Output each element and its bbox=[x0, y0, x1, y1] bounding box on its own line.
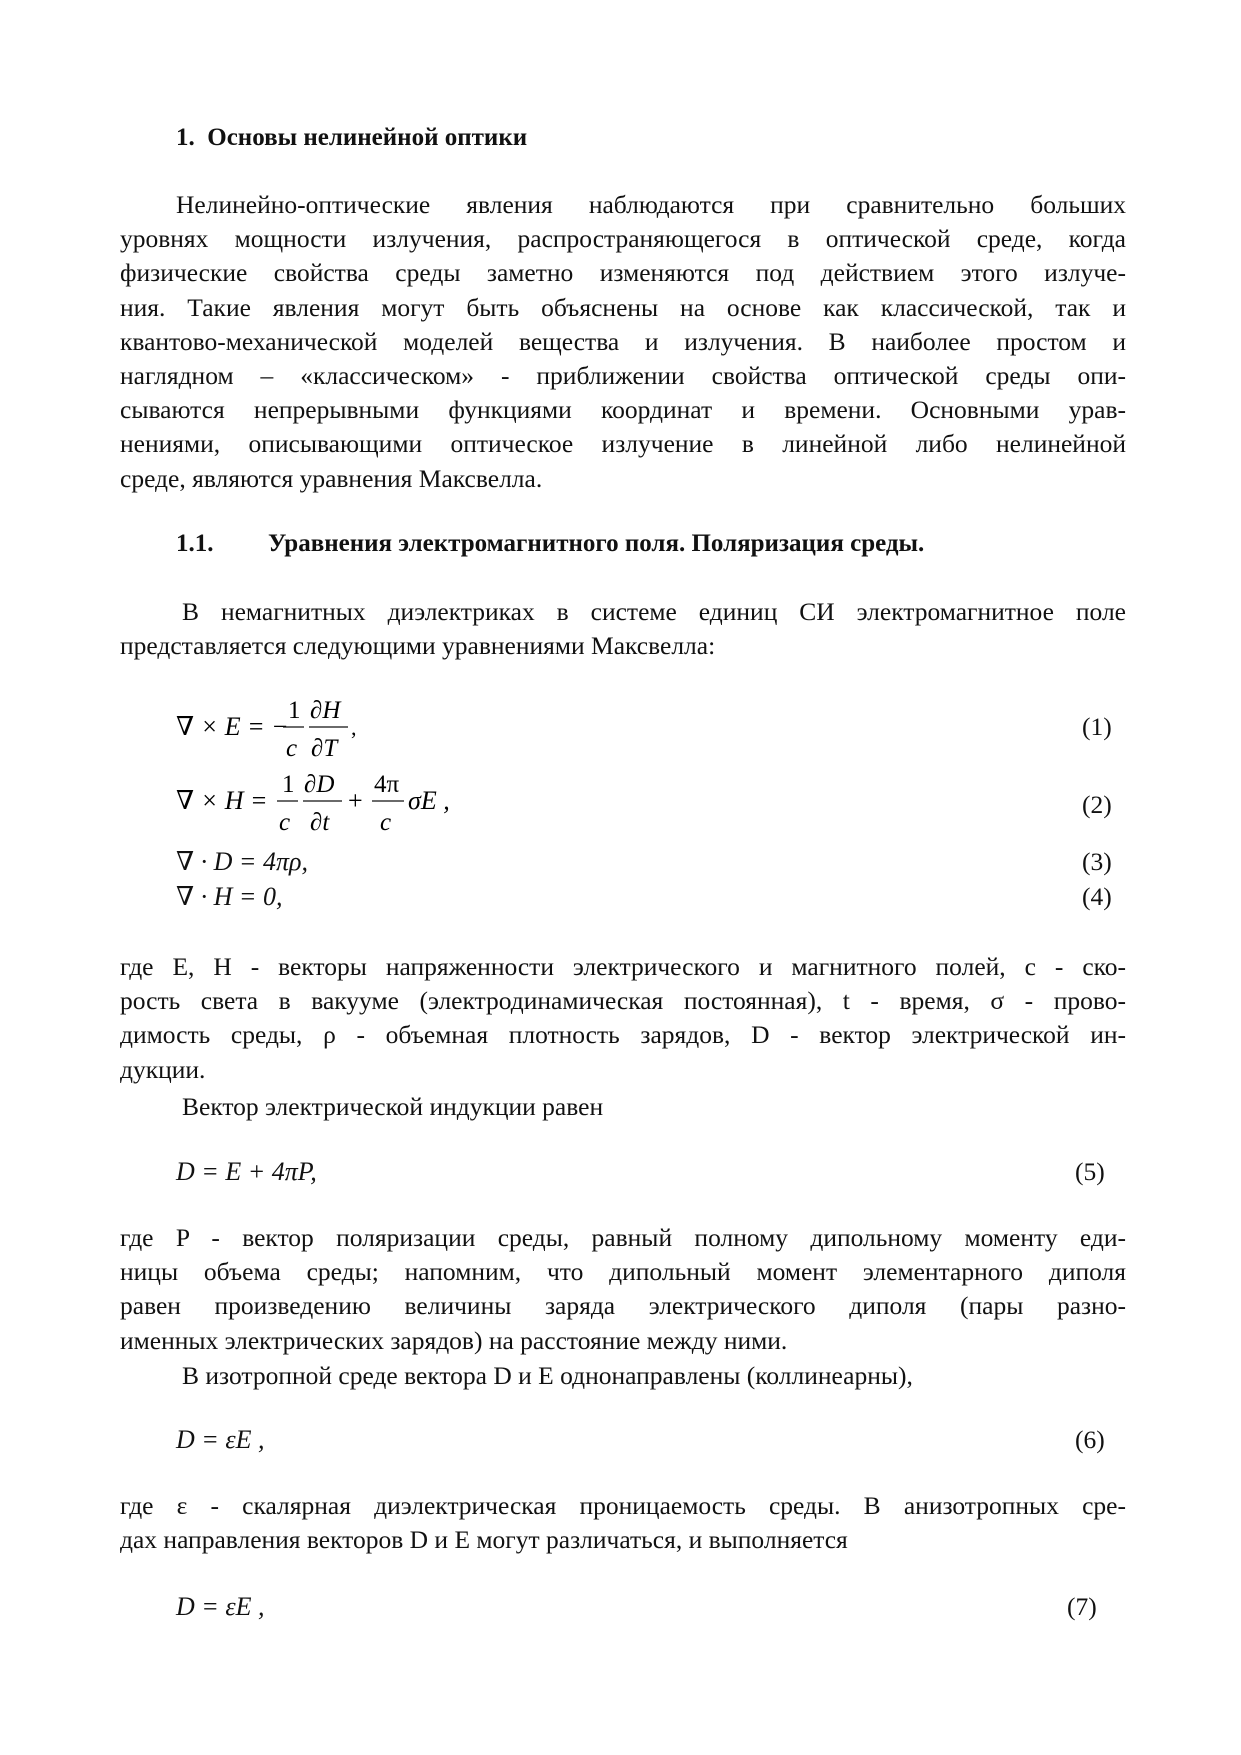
eq2-tail: σE , bbox=[408, 786, 450, 815]
text-line: где ε - скалярная диэлектрическая проницаемость среды. В анизотропных сре- bbox=[120, 1491, 1126, 1520]
equation-7-label: (7) bbox=[1067, 1592, 1097, 1621]
subsection-title: Уравнения электромагнитного поля. Поляризация среды. bbox=[268, 530, 925, 557]
eq1-den: c bbox=[286, 735, 298, 762]
eq1-den2: ∂T bbox=[311, 735, 338, 762]
text-line: димость среды, ρ - объемная плотность зарядов, D - вектор электрической ин- bbox=[120, 1020, 1126, 1050]
eq2-num2: ∂D bbox=[304, 771, 335, 798]
intro-paragraph bbox=[120, 188, 1126, 496]
section-title: Основы нелинейной оптики bbox=[207, 124, 528, 151]
eq1-num2: ∂H bbox=[310, 697, 341, 724]
where-paragraph-3 bbox=[120, 1489, 1126, 1557]
subsection-number: 1.1. bbox=[176, 530, 214, 557]
equation-6-label: (6) bbox=[1075, 1425, 1105, 1454]
isotropic-paragraph bbox=[120, 1359, 1126, 1393]
text-line: В изотропной среде вектора D и E однонаправлены (коллинеарны), bbox=[182, 1361, 913, 1390]
text-line: именных электрических зарядов) на расстояние между ними. bbox=[120, 1325, 788, 1355]
text-line: равен произведению величины заряда электрического диполя (пары разно- bbox=[120, 1291, 1126, 1321]
text-line: Нелинейно-оптические явления наблюдаются при сравнительно больших bbox=[176, 190, 1126, 219]
equation-1-label: (1) bbox=[1082, 712, 1112, 741]
where-paragraph-1 bbox=[120, 950, 1126, 1087]
eq2-num3: 4π bbox=[374, 771, 400, 798]
equation-1 bbox=[176, 690, 436, 770]
eq2-num: 1 bbox=[282, 771, 295, 798]
equation-3: ∇ · D = 4πρ, bbox=[176, 847, 308, 876]
text-line: квантово-механической моделей вещества и излучения. В наиболее простом и bbox=[120, 326, 1126, 356]
text-line: где E, H - векторы напряженности электрического и магнитного полей, c - ско- bbox=[120, 952, 1126, 981]
where-paragraph-2 bbox=[120, 1221, 1126, 1358]
text-line: дах направления векторов D и E могут различаться, и выполняется bbox=[120, 1525, 848, 1555]
eq1-tail: , bbox=[351, 715, 357, 740]
text-line: уровнях мощности излучения, распространяющегося в оптической среде, когда bbox=[120, 224, 1126, 254]
text-line: представляется следующими уравнениями Максвелла: bbox=[120, 631, 716, 661]
eq1-lhs: ∇ × E = − bbox=[176, 712, 289, 741]
text-line: нениями, описывающими оптическое излучение в линейной либо нелинейной bbox=[120, 429, 1126, 459]
text-line: ницы объема среды; напомним, что дипольный момент элементарного диполя bbox=[120, 1257, 1126, 1287]
section-number: 1. bbox=[176, 124, 195, 151]
text-line: ния. Такие явления могут быть объяснены на основе как классической, так и bbox=[120, 292, 1126, 322]
eq2-den3: c bbox=[380, 809, 392, 836]
text-line: сываются непрерывными функциями координат и времени. Основными урав- bbox=[120, 395, 1126, 425]
section-heading bbox=[176, 124, 527, 152]
eq1-num: 1 bbox=[288, 697, 301, 724]
equation-6: D = εE , bbox=[176, 1425, 265, 1454]
text-line: физические свойства среды заметно изменяются под действием этого излуче- bbox=[120, 258, 1126, 288]
maxwell-intro-paragraph bbox=[120, 595, 1126, 663]
eq2-lhs: ∇ × H = bbox=[176, 786, 268, 815]
equation-4-label: (4) bbox=[1082, 882, 1112, 911]
eq2-den2: ∂t bbox=[310, 809, 330, 836]
induction-paragraph bbox=[120, 1090, 1126, 1124]
text-line: среде, являются уравнения Максвелла. bbox=[120, 463, 543, 493]
text-line: дукции. bbox=[120, 1054, 206, 1084]
equation-5: D = E + 4πP, bbox=[176, 1157, 317, 1186]
equation-2-label: (2) bbox=[1082, 790, 1112, 819]
equation-3-label: (3) bbox=[1082, 847, 1112, 876]
eq2-den: c bbox=[279, 809, 291, 836]
eq2-plus: + bbox=[348, 786, 363, 815]
equation-5-label: (5) bbox=[1075, 1157, 1105, 1186]
text-line: наглядном – «классическом» - приближении свойства оптической среды опи- bbox=[120, 361, 1126, 391]
text-line: где P - вектор поляризации среды, равный полному дипольному моменту еди- bbox=[120, 1223, 1126, 1252]
equation-4: ∇ · H = 0, bbox=[176, 882, 283, 911]
equation-2 bbox=[176, 764, 476, 844]
equation-7: D = εE , bbox=[176, 1592, 265, 1621]
text-line: В немагнитных диэлектриках в системе единиц СИ электромагнитное поле bbox=[182, 597, 1126, 626]
text-line: рость света в вакууме (электродинамическая постоянная), t - время, σ - прово- bbox=[120, 986, 1126, 1016]
text-line: Вектор электрической индукции равен bbox=[182, 1092, 604, 1121]
